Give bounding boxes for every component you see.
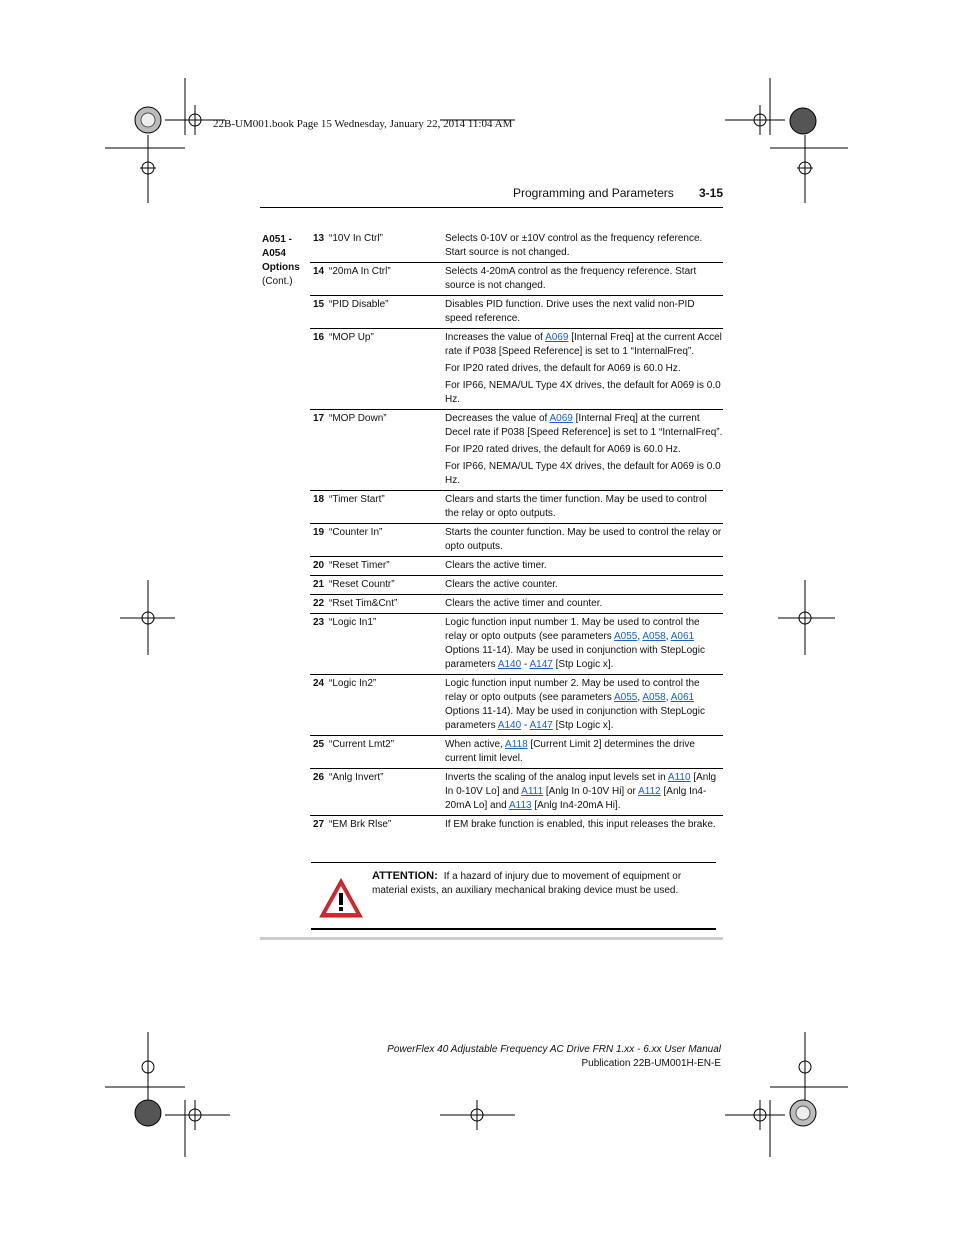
option-description xyxy=(445,769,723,816)
option-number: 15 xyxy=(313,299,325,310)
option-number: 23 xyxy=(313,617,325,628)
option-name: “EM Brk Rlse” xyxy=(329,819,392,830)
option-name: “Reset Timer” xyxy=(329,560,390,571)
footer-publication: Publication 22B-UM001H-EN-E xyxy=(581,1058,721,1069)
param-link-a113[interactable]: A113 xyxy=(508,800,532,811)
param-link-a069[interactable]: A069 xyxy=(549,413,573,424)
option-number: 17 xyxy=(313,413,325,424)
param-link-a061[interactable]: A061 xyxy=(670,631,695,642)
desc-text: [Internal Freq] at the current Accel rate if P038 [Speed Reference] is set to 1 “InternalFreq”. xyxy=(445,332,722,357)
attention-notice xyxy=(372,869,712,898)
footer-manual-title: PowerFlex 40 Adjustable Frequency AC Drive FRN 1.xx - 6.xx User Manual xyxy=(387,1044,721,1055)
desc-text: Inverts the scaling of the analog input levels set in xyxy=(445,772,668,783)
option-number: 18 xyxy=(313,494,325,505)
param-link-a118[interactable]: A118 xyxy=(505,739,528,750)
param-link-a055[interactable]: A055 xyxy=(613,692,638,703)
options-table xyxy=(310,230,723,834)
desc-text: Options 11-14). May be used in conjunction with StepLogic parameters xyxy=(445,645,705,670)
param-link-a061[interactable]: A061 xyxy=(670,692,695,703)
desc-text: Logic function input number 1. May be used to control the relay or opto outputs (see parameters xyxy=(445,617,700,642)
side-label-line: (Cont.) xyxy=(262,276,293,287)
option-name: “Logic In2” xyxy=(329,678,377,689)
side-label-line: A051 - xyxy=(262,234,293,245)
param-link-a055[interactable]: A055 xyxy=(613,631,638,642)
option-number: 24 xyxy=(313,678,325,689)
desc-text: - xyxy=(521,720,530,731)
desc-text: - xyxy=(521,659,530,670)
desc-text: When active, xyxy=(445,739,506,750)
option-number: 20 xyxy=(313,560,325,571)
desc-text: [Stp Logic x]. xyxy=(552,659,614,670)
param-link-a147[interactable]: A147 xyxy=(529,720,553,731)
desc-text: , xyxy=(637,631,643,642)
option-description: Clears the active timer and counter. xyxy=(445,595,723,614)
table-row xyxy=(310,736,723,769)
desc-note: For IP66, NEMA/UL Type 4X drives, the default for A069 is 0.0 Hz. xyxy=(445,461,721,486)
desc-note: For IP66, NEMA/UL Type 4X drives, the default for A069 is 0.0 Hz. xyxy=(445,380,721,405)
table-row xyxy=(310,524,723,557)
option-description: Clears the active counter. xyxy=(445,576,723,595)
option-number: 19 xyxy=(313,527,325,538)
table-row xyxy=(310,296,723,329)
attention-top-rule xyxy=(311,862,716,863)
option-name: “MOP Down” xyxy=(329,413,387,424)
attention-text: If a hazard of injury due to movement of equipment or material exists, an auxiliary mechanical braking device must be used. xyxy=(372,871,682,896)
param-link-a058[interactable]: A058 xyxy=(642,692,666,703)
option-description: Clears the active timer. xyxy=(445,557,723,576)
param-link-a110[interactable]: A110 xyxy=(667,772,691,783)
option-description: Selects 0-10V or ±10V control as the frequency reference. Start source is not changed. xyxy=(445,230,723,263)
attention-label: ATTENTION: xyxy=(372,870,438,882)
table-row xyxy=(310,816,723,835)
option-description xyxy=(445,736,723,769)
param-link-a112[interactable]: A112 xyxy=(638,786,661,797)
side-label-line: Options xyxy=(262,262,300,273)
side-label-line: A054 xyxy=(262,248,286,259)
table-row xyxy=(310,675,723,736)
table-row xyxy=(310,491,723,524)
desc-note: For IP20 rated drives, the default for A069 is 60.0 Hz. xyxy=(445,363,681,374)
table-row xyxy=(310,557,723,576)
option-number: 27 xyxy=(313,819,325,830)
option-name: “Counter In” xyxy=(329,527,383,538)
option-description xyxy=(445,614,723,675)
option-number: 21 xyxy=(313,579,325,590)
option-number: 13 xyxy=(313,233,325,244)
option-description: Selects 4-20mA control as the frequency reference. Start source is not changed. xyxy=(445,263,723,296)
param-link-a111[interactable]: A111 xyxy=(521,786,544,797)
option-number: 22 xyxy=(313,598,325,609)
param-link-a147[interactable]: A147 xyxy=(529,659,553,670)
desc-text: Increases the value of xyxy=(445,332,546,343)
option-name: “Reset Countr” xyxy=(329,579,395,590)
desc-text: [Anlg In 0-10V Lo] and xyxy=(445,772,717,797)
desc-text: [Current Limit 2] determines the drive current limit level. xyxy=(445,739,695,764)
table-row xyxy=(310,230,723,263)
desc-text: [Anlg In 0-10V Hi] or xyxy=(543,786,639,797)
footer-rule xyxy=(260,937,723,940)
option-description: Starts the counter function. May be used to control the relay or opto outputs. xyxy=(445,524,723,557)
desc-text: [Anlg In4-20mA Hi]. xyxy=(531,800,621,811)
param-link-a140[interactable]: A140 xyxy=(497,659,522,670)
warning-triangle-icon xyxy=(318,877,364,919)
desc-text: Logic function input number 2. May be used to control the relay or opto outputs (see parameters xyxy=(445,678,700,703)
option-name: “Anlg Invert” xyxy=(329,772,384,783)
page-number: 3-15 xyxy=(699,186,724,200)
option-description: Disables PID function. Drive uses the next valid non-PID speed reference. xyxy=(445,296,723,329)
option-number: 26 xyxy=(313,772,325,783)
option-number: 25 xyxy=(313,739,325,750)
desc-text: , xyxy=(665,692,671,703)
desc-text: , xyxy=(665,631,671,642)
option-description xyxy=(445,329,723,410)
desc-text: Options 11-14). May be used in conjunction with StepLogic parameters xyxy=(445,706,705,731)
book-slug: 22B-UM001.book Page 15 Wednesday, January 22, 2014 11:04 AM xyxy=(213,118,513,130)
option-description: Clears and starts the timer function. May be used to control the relay or opto outputs. xyxy=(445,491,723,524)
option-name: “20mA In Ctrl” xyxy=(329,266,391,277)
option-name: “PID Disable” xyxy=(329,299,389,310)
option-name: “Rset Tim&Cnt” xyxy=(329,598,398,609)
table-row xyxy=(310,329,723,410)
option-name: “MOP Up” xyxy=(329,332,374,343)
option-name: “Current Lmt2” xyxy=(329,739,395,750)
desc-text: [Internal Freq] at the current Decel rate if P038 [Speed Reference] is set to 1 “InternalFreq”. xyxy=(445,413,723,438)
table-row xyxy=(310,576,723,595)
desc-text: [Anlg In4-20mA Lo] and xyxy=(445,786,707,811)
desc-text: [Stp Logic x]. xyxy=(552,720,614,731)
option-name: “Timer Start” xyxy=(329,494,385,505)
table-row xyxy=(310,769,723,816)
desc-note: For IP20 rated drives, the default for A069 is 60.0 Hz. xyxy=(445,444,681,455)
option-name: “10V In Ctrl” xyxy=(329,233,383,244)
table-row xyxy=(310,595,723,614)
param-link-a058[interactable]: A058 xyxy=(642,631,666,642)
option-number: 16 xyxy=(313,332,325,343)
table-row xyxy=(310,263,723,296)
param-link-a069[interactable]: A069 xyxy=(545,332,569,343)
option-number: 14 xyxy=(313,266,325,277)
option-name: “Logic In1” xyxy=(329,617,377,628)
option-description: If EM brake function is enabled, this input releases the brake. xyxy=(445,819,716,830)
param-link-a140[interactable]: A140 xyxy=(497,720,522,731)
desc-text: Decreases the value of xyxy=(445,413,550,424)
header-rule xyxy=(260,207,723,208)
table-row xyxy=(310,410,723,491)
option-description xyxy=(445,410,723,491)
attention-bottom-rule xyxy=(311,928,716,930)
desc-text: , xyxy=(637,692,643,703)
page-header-title: Programming and Parameters xyxy=(513,186,674,200)
parameter-side-label xyxy=(262,233,310,289)
table-row xyxy=(310,614,723,675)
option-description xyxy=(445,675,723,736)
